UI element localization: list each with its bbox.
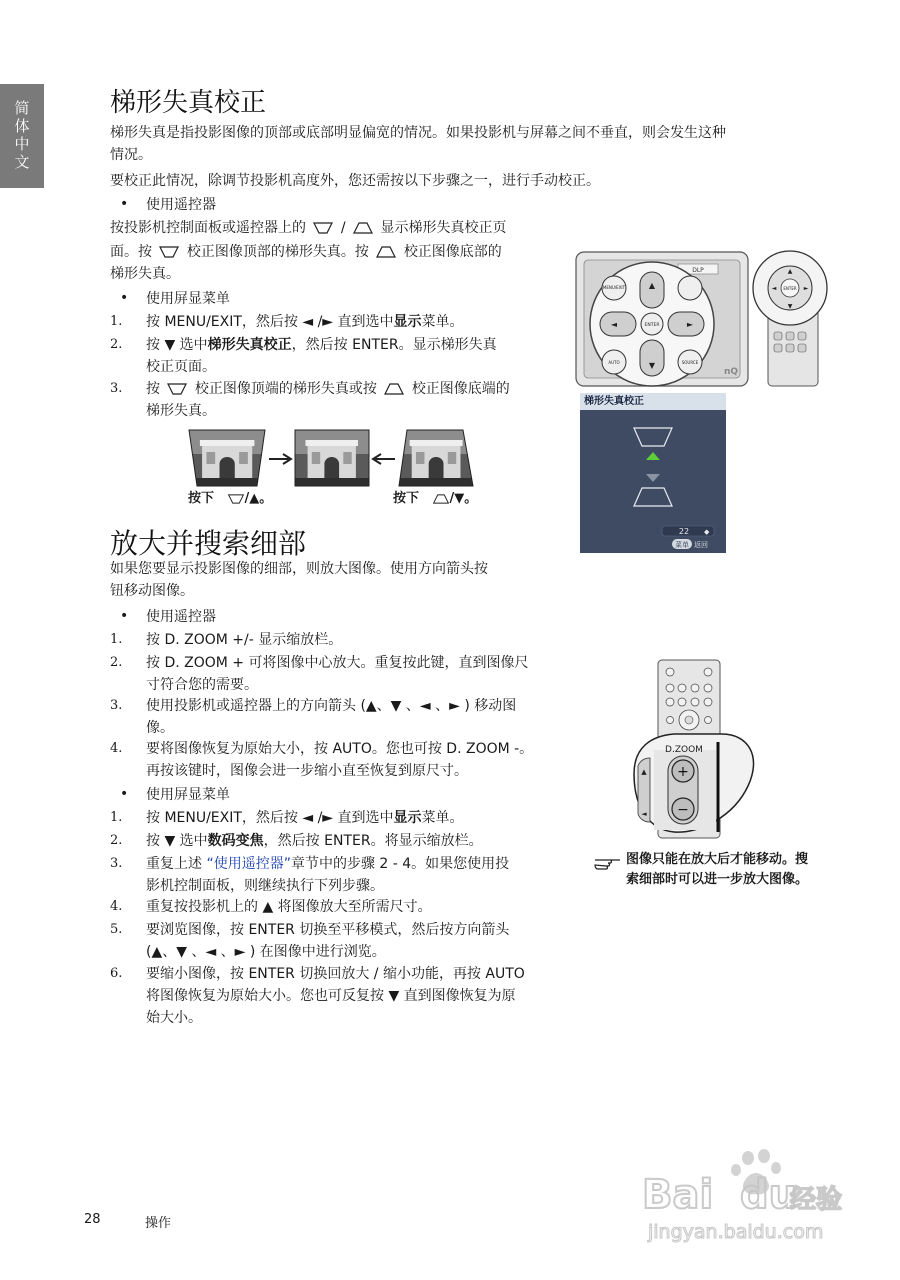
zoom-intro-line1: 如果您要显示投影图像的细部，则放大图像。使用方向箭头按	[110, 561, 488, 577]
bullet-remote: 使用遥控器	[146, 197, 216, 213]
zoom-bullet-osd: 使用屏显菜单	[146, 787, 230, 803]
arch-image-corrected	[295, 430, 369, 486]
arch-image-top-wide	[189, 430, 265, 486]
keystone-bottom-icon	[352, 221, 374, 235]
osd-step3-cont: 梯形失真。	[146, 403, 216, 419]
zoom-remote-step2-cont: 寸符合您的需要。	[146, 677, 258, 693]
remote-line1: 按投影机控制面板或遥控器上的 / 显示梯形失真校正页	[110, 220, 507, 236]
svg-text:nQ: nQ	[724, 367, 739, 377]
svg-text:►: ►	[803, 285, 809, 292]
svg-text:Bai: Bai	[642, 1172, 714, 1218]
keystone-bottom-icon	[432, 493, 450, 505]
zoom-osd-step3-cont: 影机控制面板，则继续执行下列步骤。	[146, 878, 384, 894]
osd-value: 22	[678, 527, 690, 536]
keystone-example-figure	[185, 428, 475, 490]
zoom-osd-step3: 重复上述 “使用遥控器”章节中的步骤 2 - 4。如果您使用投	[146, 856, 510, 872]
zoom-osd-step5-cont: (▲、▼ 、◄ 、► ) 在图像中进行浏览。	[146, 944, 386, 960]
keystone-intro-line1: 梯形失真是指投影图像的顶部或底部明显偏宽的情况。如果投影机与屏幕之间不垂直，则会发生这种	[110, 125, 726, 141]
svg-text:▲: ▲	[648, 281, 656, 290]
svg-text:▲: ▲	[641, 768, 647, 776]
svg-text:DLP: DLP	[692, 267, 704, 274]
keystone-intro-line3: 要校正此情况，除调节投影机高度外，您还需按以下步骤之一，进行手动校正。	[110, 173, 600, 189]
bullet: •	[120, 608, 129, 624]
press-caption-left: 按下 /▲。	[188, 491, 273, 506]
svg-text:◄: ◄	[641, 810, 647, 818]
step-number: 6.	[110, 966, 123, 981]
bullet: •	[120, 196, 129, 212]
zoom-intro-line2: 钮移动图像。	[110, 583, 194, 599]
language-tab: 简体中文	[0, 84, 44, 188]
arrow-left	[373, 454, 395, 464]
osd-back-label: 返回	[694, 541, 708, 549]
remote-control-top	[752, 244, 830, 388]
bullet-osd: 使用屏显菜单	[146, 291, 230, 307]
press-caption-right: 按下 /▼。	[393, 491, 478, 506]
menu-exit-label: MENU/EXIT	[602, 285, 626, 290]
step-number: 3.	[110, 698, 123, 713]
svg-text:►: ►	[686, 320, 694, 329]
remote-line3: 梯形失真。	[110, 266, 180, 282]
dzoom-label: D.ZOOM	[665, 745, 703, 755]
step-number: 5.	[110, 922, 123, 937]
osd-keystone-graphic	[580, 410, 726, 553]
osd-step2-cont: 校正页面。	[146, 359, 216, 375]
remote-line2: 面。按 校正图像顶部的梯形失真。按 校正图像底部的	[110, 244, 502, 260]
arch-image-bottom-wide	[399, 430, 473, 486]
zoom-osd-step6-cont: 将图像恢复为原始大小。您也可反复按 ▼ 直到图像恢复为原	[146, 988, 516, 1004]
zoom-remote-step2: 按 D. ZOOM + 可将图像中心放大。重复按此键，直到图像尺	[146, 655, 529, 671]
note-text: 图像只能在放大后才能移动。搜 索细部时可以进一步放大图像。	[626, 852, 809, 887]
zoom-osd-step6: 要缩小图像，按 ENTER 切换回放大 / 缩小功能，再按 AUTO	[146, 966, 525, 982]
keystone-bottom-icon	[383, 382, 405, 396]
step-number: 1.	[110, 632, 123, 647]
pointing-hand-icon	[594, 854, 622, 872]
zoom-osd-step4: 重复按投影机上的 ▲ 将图像放大至所需尺寸。	[146, 899, 432, 915]
svg-text:du: du	[740, 1172, 798, 1218]
arrow-right	[269, 454, 291, 464]
step-number: 2.	[110, 655, 123, 670]
svg-text:▼: ▼	[648, 361, 656, 370]
zoom-osd-step1: 按 MENU/EXIT，然后按 ◄ /► 直到选中显示菜单。	[146, 810, 464, 826]
zoom-remote-step4-cont: 再按该键时，图像会进一步缩小直至恢复到原尺寸。	[146, 763, 468, 779]
osd-keystone-panel	[580, 393, 726, 553]
svg-text:+: +	[677, 764, 689, 780]
keystone-intro-line2: 情况。	[110, 147, 152, 163]
step-number: 1.	[110, 810, 123, 825]
baidu-watermark-logo	[640, 1148, 860, 1270]
svg-text:◄: ◄	[610, 320, 618, 329]
source-label: SOURCE	[681, 360, 699, 365]
remote-dzoom-illustration	[630, 658, 830, 842]
enter-label: ENTER	[644, 323, 660, 328]
osd-step2: 按 ▼ 选中梯形失真校正，然后按 ENTER。显示梯形失真	[146, 337, 497, 353]
step-number: 2.	[110, 833, 123, 848]
svg-text:◄: ◄	[771, 285, 777, 292]
step-number: 2.	[110, 337, 123, 352]
zoom-osd-step2: 按 ▼ 选中数码变焦，然后按 ENTER。将显示缩放栏。	[146, 833, 483, 849]
section-title-keystone: 梯形失真校正	[110, 88, 267, 118]
zoom-remote-step3-cont: 像。	[146, 720, 174, 736]
osd-step3: 按 校正图像顶端的梯形失真或按 校正图像底端的	[146, 381, 510, 397]
zoom-remote-step1: 按 D. ZOOM +/- 显示缩放栏。	[146, 632, 343, 648]
step-number: 3.	[110, 856, 123, 871]
footer-section-label: 操作	[145, 1216, 172, 1231]
svg-text:▲: ▲	[787, 268, 793, 275]
osd-menu-label: 菜单	[675, 541, 689, 549]
auto-label: AUTO	[608, 360, 620, 365]
svg-text:jingyan.baidu.com: jingyan.baidu.com	[648, 1221, 824, 1243]
keystone-top-icon	[227, 493, 245, 505]
zoom-osd-step6-cont2: 始大小。	[146, 1010, 202, 1026]
keystone-top-icon	[158, 245, 180, 259]
osd-step1: 按 MENU/EXIT，然后按 ◄ /► 直到选中显示菜单。	[146, 314, 464, 330]
step-number: 3.	[110, 381, 123, 396]
keystone-top-icon	[312, 221, 334, 235]
osd-title: 梯形失真校正	[580, 393, 726, 410]
section-title-zoom: 放大并搜索细部	[110, 527, 307, 560]
remote-enter-label: ENTER	[783, 286, 797, 291]
projector-control-panel	[574, 248, 750, 390]
zoom-bullet-remote: 使用遥控器	[146, 609, 216, 625]
svg-text:▼: ▼	[787, 303, 793, 310]
step-number: 1.	[110, 314, 123, 329]
bullet: •	[120, 290, 129, 306]
bullet: •	[120, 786, 129, 802]
svg-text:−: −	[677, 802, 689, 818]
svg-text:经验: 经验	[790, 1185, 843, 1215]
step-number: 4.	[110, 899, 123, 914]
zoom-remote-step3: 使用投影机或遥控器上的方向箭头 (▲、▼ 、◄ 、► ) 移动图	[146, 698, 517, 714]
keystone-bottom-icon	[375, 245, 397, 259]
page-number: 28	[84, 1212, 101, 1227]
zoom-remote-step4: 要将图像恢复为原始大小，按 AUTO。您也可按 D. ZOOM -。	[146, 741, 534, 757]
zoom-osd-step5: 要浏览图像，按 ENTER 切换至平移模式，然后按方向箭头	[146, 922, 510, 938]
keystone-top-icon	[166, 382, 188, 396]
svg-text:◆: ◆	[704, 528, 710, 536]
step-number: 4.	[110, 741, 123, 756]
link-use-remote[interactable]: “使用遥控器”	[206, 856, 291, 872]
